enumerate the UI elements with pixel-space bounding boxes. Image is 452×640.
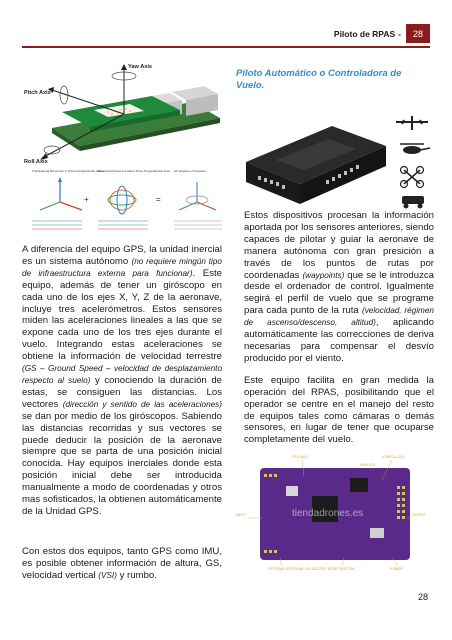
right-paragraph-2: Este equipo facilita en gran medida la operación del RPAS, posibilitando que el operador se centre en el manejo del resto de equipos tales como cámaras o demás sensores, en lugar de tener que ocuparse completamente del vuelo. [244,374,434,446]
board-figure [232,446,432,584]
motion-equals: = [156,195,161,204]
autopilot-figure [236,112,432,212]
motion-col1-title: Translational Movement in Three Perpendicular Axes [32,169,103,173]
section-subtitle: Piloto Automático o Controladora de Vuelo. [236,68,402,91]
motion-col2-title: Rotational Movement about Three Perpendicular Axes [98,169,170,173]
board-label-arm: ARM LED [360,463,376,467]
board-label-input: INPUT [236,513,247,517]
header-page-box: 28 [406,24,430,43]
motion-col3-title: Six Degrees of Freedom [174,169,207,173]
board-watermark: tiendadrones.es [292,508,364,519]
header-dash: - [398,28,401,39]
page-number: 28 [417,592,428,602]
board-label-power: POWER [390,567,403,571]
quadcopter-icon [401,167,424,188]
motion-plus: + [84,195,89,204]
left-paragraph-1: A diferencia del equipo GPS, la unidad inercial es un sistema autónomo (no requiere mingún tipo de infraestructura externa para funcionar). Este equipo, además de tener un giróscopo en cada uno de los ejes X, Y, Z de la aeronave, incluye tres acelerómetros. Estos sensores miden las aceleraciones lineales a las que se expone cada uno de los tres ejes durante el vuelo. Integrando estas aceleraciones se obtiene la información de velocidad terrestre (GS – Ground Speed – velocidad de desplazamiento respecto al suelo) y conociendo la duración de estas, se consiguen las distancias. Los vectores (dirección y sentido de las aceleraciones) se dan por medio de los giróscopos. Sabiendo las distancias recorridas y sus vectores se puede deducir la posición de la aeronave siempre que se parta de una posición inicial conocida. Hay equipos inerciales donde esta posición inicial debe ser introducida manualmente a modo de coordenadas y otros mas sofisticados, la obtienen automáticamente de la Unidad GPS. [22,244,222,517]
rover-icon [402,196,424,209]
right-paragraph-1: Estos dispositivos procesan la información aportada por los sensores anteriores, siendo capaces de pilotar y guiar la aeronave de manera autónoma con gran presición a través de los puntos de rutas por coordenadas (waypoints) que se le introduzca desde el ordenador de control. Igualmente segirá el perfil de vuelo que se programe para cada punto de la ruta (velocidad, régimen de ascenso/descenso, altitud), aplicando automáticamente las correcciones de deriva necesarias para compensar el desvío producido por el viento. [244,210,435,364]
board-label-atmega: ATMEGA 32U2 [382,455,405,459]
left-column [22,244,222,518]
board-label-output: OUTPUT [412,513,426,517]
yaw-axis-label: Yaw Axis [128,64,153,70]
right-column [244,210,434,446]
header-rule [22,46,430,48]
helicopter-icon [400,144,430,154]
page-header [334,24,430,43]
motion-figure [22,166,232,236]
board-label-buzzer: OPTIONAL EXTERNAL LED BUZZER [268,567,326,571]
header-title: Piloto de RPAS [333,28,396,39]
left-column-2 [22,546,222,582]
aircraft-icon [396,116,428,130]
board-label-gps: GPS MAG [292,455,308,459]
axes-figure [22,50,232,165]
roll-axis-label: Roll Axis [24,159,48,165]
board-label-reset: RESET BUTTON [328,567,355,571]
pitch-axis-label: Pitch Axis [24,90,51,96]
left-paragraph-2: Con estos dos equipos, tanto GPS como IMU, es posible obtener información de altura, GS, velocidad vertical (VSI) y rumbo. [22,546,222,581]
